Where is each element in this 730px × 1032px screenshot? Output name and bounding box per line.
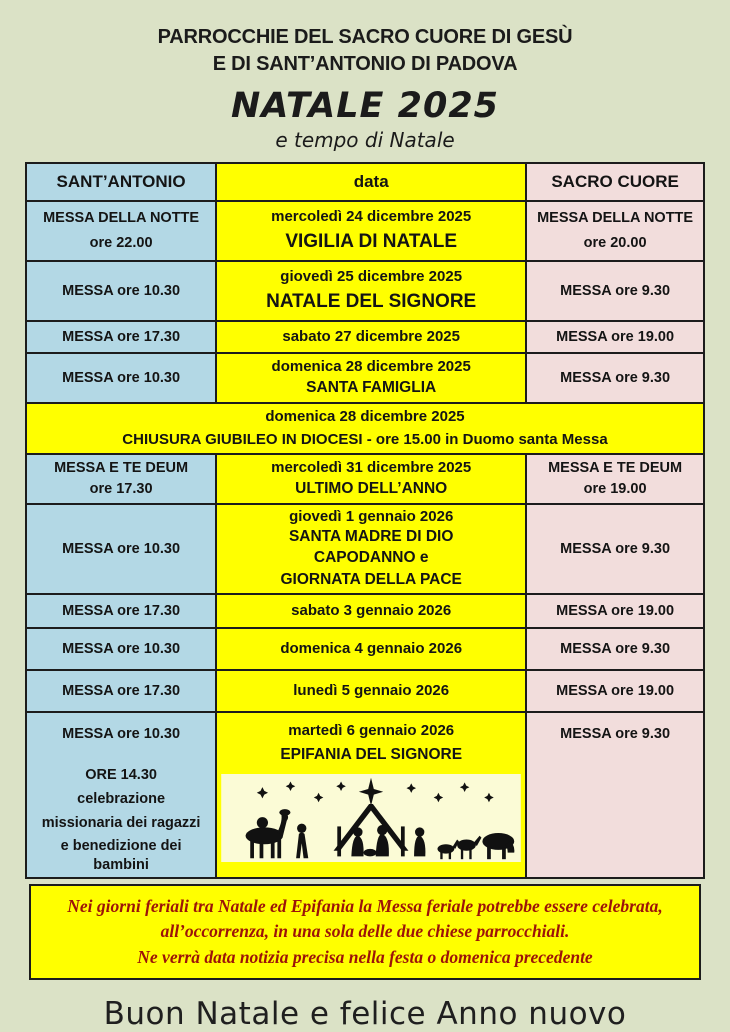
cell-santantonio [27,202,215,260]
feast-line: SANTA MADRE DI DIO [288,528,454,546]
cell-data [217,713,525,877]
cell-data [217,671,525,711]
cell-sacrocuore [527,322,703,352]
column-header-data [217,164,525,200]
date-line: domenica 4 gennaio 2026 [280,640,463,658]
cell-santantonio [27,505,215,593]
weekday-mass-notice [29,884,701,980]
mass-time-line: e benedizione dei bambini [60,838,182,874]
jubilee-line: domenica 28 dicembre 2025 [265,408,465,425]
feast-line: CAPODANNO e [313,549,429,567]
mass-time-line: ore 17.30 [89,481,153,498]
cell-santantonio [27,455,215,503]
cell-data [217,354,525,402]
cell-sacrocuore [527,595,703,627]
mass-time-line: MESSA ore 17.30 [62,602,181,619]
date-line: domenica 28 dicembre 2025 [271,358,471,376]
mass-time-line: MESSA ore 9.30 [560,369,671,386]
mass-time-line: MESSA ore 10.30 [62,369,181,386]
feast-line: NATALE DEL SIGNORE [266,291,477,313]
mass-time-line: MESSA E TE DEUM [548,460,683,477]
column-header-santantonio [27,164,215,200]
mass-time-line: MESSA ore 9.30 [560,540,671,557]
mass-time-line: MESSA ore 10.30 [62,282,181,299]
schedule-table [25,162,705,879]
cell-santantonio [27,713,215,877]
mass-time-line: MESSA ore 9.30 [560,726,671,742]
cell-santantonio [27,262,215,320]
mass-time-line: ore 19.00 [583,481,647,498]
feast-line: SANTA FAMIGLIA [306,378,437,396]
cell-data [217,595,525,627]
cell-sacrocuore [527,455,703,503]
cell-data [217,629,525,669]
mass-time-line: MESSA ore 19.00 [556,602,675,619]
mass-time-line: MESSA ore 10.30 [62,640,181,657]
date-line: sabato 27 dicembre 2025 [282,328,460,346]
page-subtitle: e tempo di Natale [275,128,455,152]
mass-time-line: MESSA DELLA NOTTE [43,210,200,227]
mass-time-line: missionaria dei ragazzi [41,814,201,831]
cell-santantonio [27,595,215,627]
feast-line: EPIFANIA DEL SIGNORE [280,745,463,763]
mass-time-line: MESSA ore 9.30 [560,640,671,657]
date-line: sabato 3 gennaio 2026 [291,602,452,620]
notice-line: all’occorrenza, in una sola delle due chiese parrocchiali. [160,921,570,942]
date-line: lunedì 5 gennaio 2026 [293,682,450,700]
parish-title-line-2: E DI SANT’ANTONIO DI PADOVA [212,53,518,75]
notice-line: Nei giorni feriali tra Natale ed Epifania la Messa feriale potrebbe essere celebrata, [67,896,663,917]
nativity-scene-image [221,774,521,867]
cell-sacrocuore [527,354,703,402]
nativity-scene-icon [221,774,521,862]
cell-santantonio [27,354,215,402]
cell-sacrocuore [527,202,703,260]
cell-sacrocuore [527,629,703,669]
cell-data [217,505,525,593]
column-header-label: SANT’ANTONIO [56,172,186,191]
cell-data [217,322,525,352]
date-line: giovedì 1 gennaio 2026 [289,508,454,526]
cell-data [217,262,525,320]
cell-santantonio [27,629,215,669]
mass-time-line: MESSA ore 10.30 [62,540,181,557]
cell-sacrocuore [527,713,703,877]
feast-line: ULTIMO DELL’ANNO [295,479,448,497]
feast-line: GIORNATA DELLA PACE [280,570,462,588]
cell-santantonio [27,671,215,711]
greeting-text: Buon Natale e felice Anno nuovo [103,996,627,1032]
mass-time-line: MESSA ore 19.00 [556,328,675,345]
jubilee-row [27,404,703,453]
feast-line: VIGILIA DI NATALE [285,231,458,253]
date-line: giovedì 25 dicembre 2025 [280,268,463,286]
date-line: mercoledì 31 dicembre 2025 [271,459,472,477]
mass-time-line: MESSA ore 17.30 [62,328,181,345]
mass-time-line: ORE 14.30 [85,766,157,783]
jubilee-line: CHIUSURA GIUBILEO IN DIOCESI - ore 15.00 in Duomo santa Messa [122,430,608,448]
column-header-label: data [353,172,389,191]
mass-time-line: MESSA DELLA NOTTE [537,210,694,227]
column-header-label: SACRO CUORE [551,172,679,191]
mass-time-line: ore 22.00 [89,234,153,251]
date-line: mercoledì 24 dicembre 2025 [271,208,472,226]
mass-time-line: celebrazione [77,790,166,807]
parish-title-line-1: PARROCCHIE DEL SACRO CUORE DI GESÙ [157,26,573,48]
cell-sacrocuore [527,262,703,320]
mass-time-line: MESSA ore 17.30 [62,682,181,699]
cell-sacrocuore [527,671,703,711]
date-line: martedì 6 gennaio 2026 [288,722,455,739]
cell-sacrocuore [527,505,703,593]
mass-time-line: ore 20.00 [583,234,647,251]
cell-data [217,455,525,503]
mass-time-line: MESSA ore 10.30 [62,726,181,742]
page-title: NATALE 2025 [230,86,500,126]
page-header [0,0,730,152]
notice-line: Ne verrà data notizia precisa nella festa o domenica precedente [137,946,593,967]
column-header-sacrocuore [527,164,703,200]
mass-time-line: MESSA ore 19.00 [556,682,675,699]
cell-data [217,202,525,260]
mass-time-line: MESSA ore 9.30 [560,282,671,299]
cell-santantonio [27,322,215,352]
mass-time-line: MESSA E TE DEUM [54,460,189,477]
